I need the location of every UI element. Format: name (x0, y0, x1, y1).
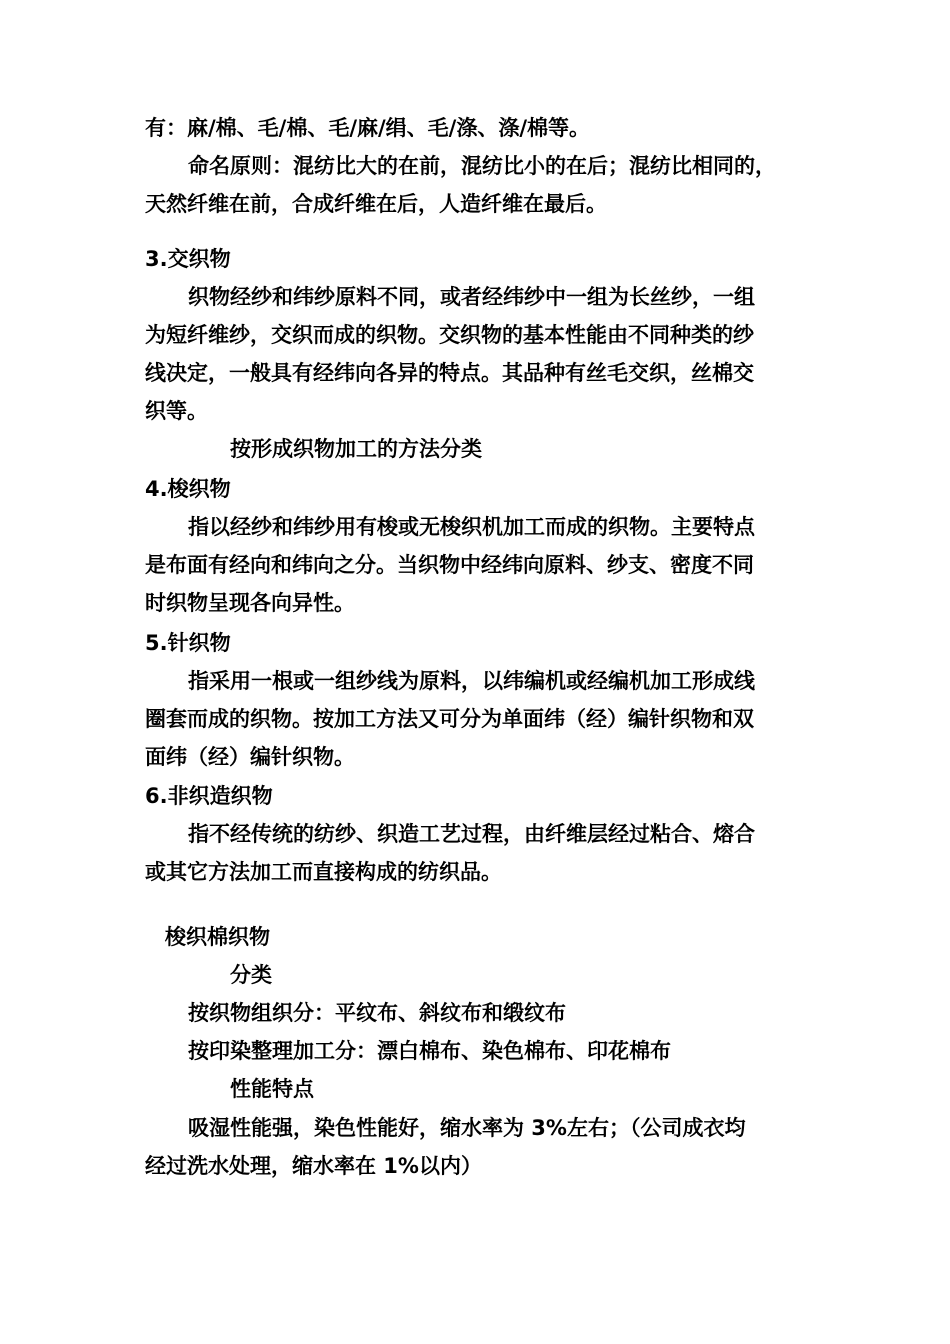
subheading: 分类 (230, 963, 272, 987)
section-heading: 3.交织物 (145, 247, 231, 271)
text-line: 或其它方法加工而直接构成的纺织品。 (145, 860, 502, 884)
text-line: 指采用一根或一组纱线为原料，以纬编机或经编机加工形成线 (188, 669, 755, 693)
subheading: 性能特点 (230, 1077, 314, 1101)
section-heading: 4.梭织物 (145, 477, 231, 501)
text-line: 天然纤维在前，合成纤维在后，人造纤维在最后。 (145, 192, 607, 216)
section-heading: 梭织棉织物 (165, 925, 270, 949)
section-heading: 5.针织物 (145, 631, 231, 655)
text-line: 按织物组织分：平纹布、斜纹布和缎纹布 (188, 1001, 566, 1025)
text-line: 指以经纱和纬纱用有梭或无梭织机加工而成的织物。主要特点 (188, 515, 755, 539)
text-line: 为短纤维纱，交织而成的织物。交织物的基本性能由不同种类的纱 (145, 323, 754, 347)
subheading: 按形成织物加工的方法分类 (230, 437, 482, 461)
text-line: 线决定，一般具有经纬向各异的特点。其品种有丝毛交织，丝棉交 (145, 361, 754, 385)
text-line: 按印染整理加工分：漂白棉布、染色棉布、印花棉布 (188, 1039, 671, 1063)
text-line: 织等。 (145, 399, 208, 423)
text-line: 经过洗水处理，缩水率在 1%以内） (145, 1154, 482, 1178)
text-line: 命名原则：混纺比大的在前，混纺比小的在后；混纺比相同的， (188, 154, 776, 178)
text-line: 时织物呈现各向异性。 (145, 591, 355, 615)
text-line: 有：麻/棉、毛/棉、毛/麻/绢、毛/涤、涤/棉等。 (145, 116, 591, 140)
text-line: 吸湿性能强，染色性能好，缩水率为 3%左右；（公司成衣均 (188, 1116, 746, 1140)
text-line: 指不经传统的纺纱、织造工艺过程，由纤维层经过粘合、熔合 (188, 822, 755, 846)
text-line: 织物经纱和纬纱原料不同，或者经纬纱中一组为长丝纱，一组 (188, 285, 755, 309)
text-line: 面纬（经）编针织物。 (145, 745, 355, 769)
text-line: 是布面有经向和纬向之分。当织物中经纬向原料、纱支、密度不同 (145, 553, 754, 577)
section-heading: 6.非织造织物 (145, 784, 273, 808)
text-line: 圈套而成的织物。按加工方法又可分为单面纬（经）编针织物和双 (145, 707, 754, 731)
